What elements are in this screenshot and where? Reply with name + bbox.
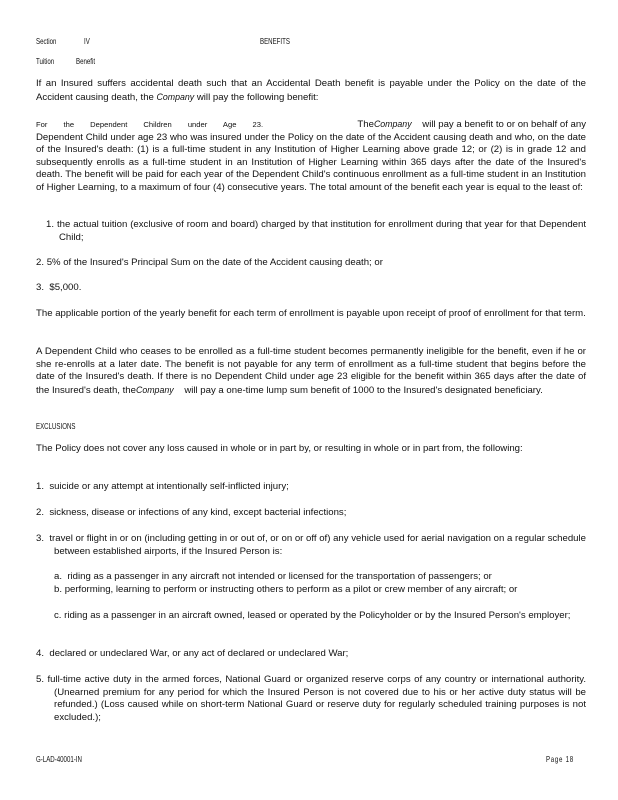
dependent-the: The xyxy=(357,119,374,130)
exclusion-sub-item: a. riding as a passenger in any aircraft not intended or licensed for the transportation of passengers; or xyxy=(54,571,492,582)
benefit-heading: Benefit xyxy=(76,56,96,66)
section-label: Section xyxy=(36,36,57,46)
intro-company: Company xyxy=(156,91,195,102)
dependent-body: Dependent Child under age 23 who was insured under the Policy on the date of the Accident causing death and who, on the date of the Insured's death: (1) is a full-time student in any Institution of Higher Learning above grade 12; or (2) is in grade 12 and subsequently enrolls as a full-time student in an Institution of Higher Learning within 365 days after the date of the Insured's death. The benefit will be paid for each year of the Dependent Child's continuous enrollment as a full-time student in an Institution of Higher Learning, to a maximum of four (4) consecutive years. The total amount of the benefit each year is equal to the least of: xyxy=(36,131,586,193)
tuition-heading: Tuition xyxy=(36,56,55,66)
tuition-intro-paragraph xyxy=(36,78,586,104)
dependent-lead-rest: will pay a benefit to or on behalf of any xyxy=(422,119,586,130)
applicable-paragraph: The applicable portion of the yearly benefit for each term of enrollment is payable upon receipt of proof of enrollment for that term. xyxy=(36,308,586,319)
exclusions-heading: EXCLUSIONS xyxy=(36,421,76,431)
form-number: G-LAD-40001-IN xyxy=(36,754,82,764)
dependent-company: Company xyxy=(373,119,412,129)
exclusion-item: 5. full-time active duty in the armed forces, National Guard or organized reserve corps of any country or international authority. (Unearned premium for any period for which the Insured Person is not covered due to his or her active duty status will be refunded.) (Loss caused while on short-term National Guard or reserve duty for regularly scheduled training purposes is not excluded.); xyxy=(36,674,586,723)
exclusion-item: 1. suicide or any attempt at intentionally self-inflicted injury; xyxy=(36,481,289,492)
intro-end: will pay the following benefit: xyxy=(196,91,319,103)
section-number: IV xyxy=(84,36,90,46)
least-of-item: 1. the actual tuition (exclusive of room and board) charged by that institution for enrollment during that year for that Dependent Child; xyxy=(46,219,586,243)
ceases-company: Company xyxy=(135,384,174,395)
least-of-item: 2. 5% of the Insured's Principal Sum on the date of the Accident causing death; or xyxy=(36,257,383,268)
exclusions-intro: The Policy does not cover any loss caused in whole or in part by, or resulting in whole or in part from, the following: xyxy=(36,443,523,454)
least-of-item: 3. $5,000. xyxy=(36,282,82,293)
exclusion-sub-item: b. performing, learning to perform or instructing others to perform as a pilot or crew member of any aircraft; or xyxy=(54,584,518,595)
exclusion-item: 3. travel or flight in or on (including getting in or out of, or on or off of) any vehicle used for aerial navigation on a regular schedule between established airports, if the Insured Person is: xyxy=(36,533,586,557)
page-number: Page 18 xyxy=(546,754,574,764)
exclusion-sub-item: c. riding as a passenger in an aircraft owned, leased or operated by the Policyholder or by the Insured Person's employer; xyxy=(54,610,571,621)
ceases-paragraph: A Dependent Child who ceases to be enrolled as a full-time student becomes permanently ineligible for the benefit, even if he or she re-enrolls at a later date. The benefit is not payable for any term of enrollment as a full-time student that begins before the date of the Insured's death. If there is no Dependent Child under age 23 eligible for the benefit within 365 days after the date of the Insured's death, theCompany will pay a one-time lump sum benefit of 1000 to the Insured's designated beneficiary. xyxy=(36,346,586,396)
dependent-paragraph xyxy=(36,118,586,195)
dependent-lead: For the Dependent Children under Age 23. xyxy=(36,120,264,129)
intro-text: If an Insured suffers accidental death such that an Accidental Death benefit is payable under the Policy on the date of the Accident causing death, the xyxy=(36,78,586,103)
exclusion-item: 4. declared or undeclared War, or any act of declared or undeclared War; xyxy=(36,648,349,659)
section-title: BENEFITS xyxy=(260,36,290,46)
exclusion-item: 2. sickness, disease or infections of any kind, except bacterial infections; xyxy=(36,507,347,518)
